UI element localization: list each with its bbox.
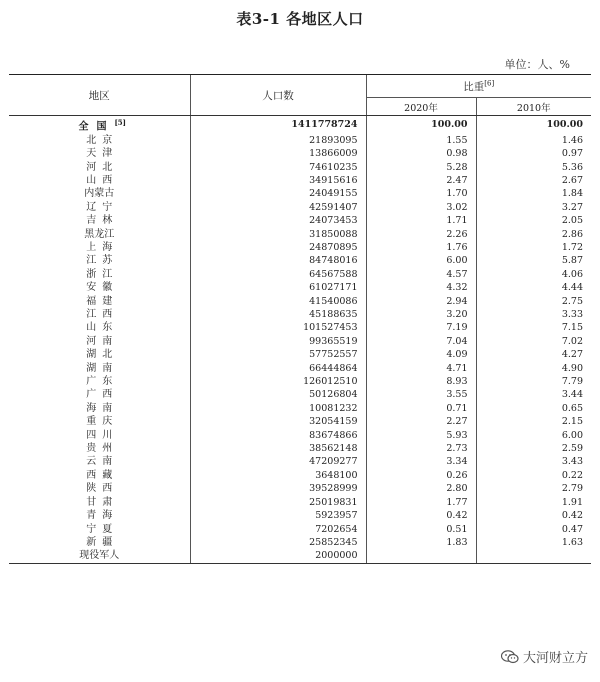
region-cell: 山东 <box>86 322 119 334</box>
table-row <box>9 241 591 254</box>
table-row <box>9 375 591 388</box>
ratio-2010-cell: 2.15 <box>476 415 591 428</box>
ratio-2020-cell: 0.71 <box>366 402 476 415</box>
ratio-2010-cell: 3.44 <box>476 388 591 401</box>
ratio-2020-cell: 7.04 <box>366 335 476 348</box>
table-row <box>9 469 591 482</box>
table-row <box>9 174 591 187</box>
region-cell: 江苏 <box>86 255 119 267</box>
ratio-2010-cell: 2.75 <box>476 295 591 308</box>
region-cell: 江西 <box>86 309 119 321</box>
population-table <box>9 74 591 564</box>
ratio-2020-cell: 2.26 <box>366 228 476 241</box>
ratio-2010-cell: 1.84 <box>476 187 591 200</box>
population-cell: 3648100 <box>190 469 366 482</box>
ratio-2020-cell: 4.57 <box>366 268 476 281</box>
ratio-2010-cell: 2.67 <box>476 174 591 187</box>
region-cell: 上海 <box>86 241 119 253</box>
header-population: 人口数 <box>190 75 366 116</box>
region-cell: 新疆 <box>86 536 119 548</box>
population-cell: 2000000 <box>190 549 366 563</box>
population-cell: 99365519 <box>190 335 366 348</box>
ratio-2010-cell: 4.44 <box>476 281 591 294</box>
ratio-2010-cell: 7.02 <box>476 335 591 348</box>
table-row <box>9 402 591 415</box>
table-row <box>9 281 591 294</box>
ratio-2010-cell: 7.79 <box>476 375 591 388</box>
population-cell: 66444864 <box>190 362 366 375</box>
table-body <box>9 116 591 564</box>
region-cell: 辽宁 <box>86 201 119 213</box>
population-cell: 38562148 <box>190 442 366 455</box>
region-cell: 重庆 <box>86 416 119 428</box>
ratio-2010-cell: 0.47 <box>476 523 591 536</box>
population-cell: 5923957 <box>190 509 366 522</box>
ratio-2010-cell: 2.86 <box>476 228 591 241</box>
population-cell: 61027171 <box>190 281 366 294</box>
ratio-2010-cell: 100.00 <box>476 116 591 134</box>
region-cell: 北京 <box>86 134 119 146</box>
ratio-2010-cell: 1.72 <box>476 241 591 254</box>
region-cell: 西藏 <box>86 469 119 481</box>
ratio-2020-cell: 1.76 <box>366 241 476 254</box>
header-region: 地区 <box>9 75 190 116</box>
table-row <box>9 429 591 442</box>
region-cell: 陕西 <box>86 483 119 495</box>
ratio-2010-cell: 0.22 <box>476 469 591 482</box>
population-cell: 39528999 <box>190 482 366 495</box>
ratio-2020-cell: 0.51 <box>366 523 476 536</box>
ratio-2010-cell: 3.27 <box>476 201 591 214</box>
watermark <box>497 645 592 668</box>
table-row <box>9 161 591 174</box>
ratio-2010-cell: 4.06 <box>476 268 591 281</box>
population-cell: 41540086 <box>190 295 366 308</box>
region-cell: 安徽 <box>86 282 119 294</box>
ratio-2020-cell: 0.98 <box>366 147 476 160</box>
header-2010: 2010年 <box>476 98 591 116</box>
ratio-2020-cell: 4.32 <box>366 281 476 294</box>
watermark-text: 大河财立方 <box>522 651 588 666</box>
ratio-2010-cell: 4.27 <box>476 348 591 361</box>
ratio-2020-cell: 4.71 <box>366 362 476 375</box>
ratio-2020-cell: 3.55 <box>366 388 476 401</box>
ratio-2010-cell: 2.79 <box>476 482 591 495</box>
table-row <box>9 187 591 200</box>
table-row <box>9 321 591 334</box>
ratio-2020-cell: 3.20 <box>366 308 476 321</box>
region-cell: 甘肃 <box>86 496 119 508</box>
unit-label: 单位：人、% <box>504 58 570 71</box>
ratio-2020-cell: 0.26 <box>366 469 476 482</box>
region-cell: 云南 <box>86 456 119 468</box>
table-row <box>9 536 591 549</box>
table-row <box>9 523 591 536</box>
table-row <box>9 214 591 227</box>
ratio-2020-cell: 6.00 <box>366 254 476 267</box>
ratio-2020-cell: 2.94 <box>366 295 476 308</box>
ratio-2010-cell: 1.91 <box>476 496 591 509</box>
header-ratio: 比重[6] <box>366 75 591 98</box>
ratio-2020-cell: 2.27 <box>366 415 476 428</box>
table-row <box>9 134 591 147</box>
table-row <box>9 415 591 428</box>
ratio-2020-cell: 100.00 <box>366 116 476 134</box>
population-cell: 42591407 <box>190 201 366 214</box>
ratio-2020-cell: 2.73 <box>366 442 476 455</box>
region-cell: 河南 <box>86 335 119 347</box>
population-cell: 126012510 <box>190 375 366 388</box>
ratio-2020-cell: 4.09 <box>366 348 476 361</box>
population-cell: 25019831 <box>190 496 366 509</box>
ratio-2010-cell: 1.46 <box>476 134 591 147</box>
region-cell: 四川 <box>86 429 119 441</box>
population-cell: 83674866 <box>190 429 366 442</box>
population-cell: 24049155 <box>190 187 366 200</box>
table-row <box>9 348 591 361</box>
ratio-2020-cell: 1.83 <box>366 536 476 549</box>
ratio-2020-cell: 1.55 <box>366 134 476 147</box>
table-row <box>9 362 591 375</box>
population-cell: 74610235 <box>190 161 366 174</box>
ratio-2020-cell <box>366 549 476 563</box>
population-cell: 47209277 <box>190 455 366 468</box>
population-cell: 84748016 <box>190 254 366 267</box>
population-cell: 1411778724 <box>190 116 366 134</box>
table-title: 表3-1 各地区人口 <box>236 10 364 28</box>
population-cell: 24870895 <box>190 241 366 254</box>
ratio-2020-cell: 3.34 <box>366 455 476 468</box>
ratio-2020-cell: 2.47 <box>366 174 476 187</box>
ratio-2010-cell: 0.42 <box>476 509 591 522</box>
ratio-2020-cell: 0.42 <box>366 509 476 522</box>
ratio-2020-cell: 1.71 <box>366 214 476 227</box>
ratio-2020-cell: 2.80 <box>366 482 476 495</box>
region-cell: 黑龙江 <box>84 228 115 240</box>
population-cell: 32054159 <box>190 415 366 428</box>
ratio-2010-cell: 6.00 <box>476 429 591 442</box>
population-cell: 64567588 <box>190 268 366 281</box>
population-cell: 10081232 <box>190 402 366 415</box>
region-cell: 贵州 <box>86 443 119 455</box>
ratio-2010-cell: 0.97 <box>476 147 591 160</box>
ratio-2020-cell: 5.93 <box>366 429 476 442</box>
region-cell: 浙江 <box>86 268 119 280</box>
population-cell: 13866009 <box>190 147 366 160</box>
header-2020: 2020年 <box>366 98 476 116</box>
table-row <box>9 295 591 308</box>
table-row <box>9 388 591 401</box>
ratio-2010-cell: 1.63 <box>476 536 591 549</box>
ratio-2010-cell: 4.90 <box>476 362 591 375</box>
population-cell: 101527453 <box>190 321 366 334</box>
table-row <box>9 496 591 509</box>
region-cell: 青海 <box>86 510 119 522</box>
ratio-2020-cell: 8.93 <box>366 375 476 388</box>
population-cell: 7202654 <box>190 523 366 536</box>
region-cell: 广西 <box>86 389 119 401</box>
ratio-2020-cell: 7.19 <box>366 321 476 334</box>
table-row <box>9 455 591 468</box>
ratio-2010-cell: 3.33 <box>476 308 591 321</box>
region-cell: 吉林 <box>86 215 119 227</box>
table-row <box>9 335 591 348</box>
region-cell: 天津 <box>86 148 119 160</box>
region-cell: 山西 <box>86 174 119 186</box>
population-cell: 45188635 <box>190 308 366 321</box>
region-cell: 内蒙古 <box>84 188 115 200</box>
region-cell: 湖南 <box>86 362 119 374</box>
population-cell: 21893095 <box>190 134 366 147</box>
population-cell: 25852345 <box>190 536 366 549</box>
ratio-2020-cell: 5.28 <box>366 161 476 174</box>
table-row <box>9 268 591 281</box>
population-cell: 24073453 <box>190 214 366 227</box>
ratio-2010-cell: 2.05 <box>476 214 591 227</box>
table-row <box>9 201 591 214</box>
ratio-2010-cell: 3.43 <box>476 455 591 468</box>
ratio-2010-cell: 0.65 <box>476 402 591 415</box>
ratio-2010-cell <box>476 549 591 563</box>
region-cell: 现役军人 <box>9 549 190 563</box>
ratio-2010-cell: 7.15 <box>476 321 591 334</box>
ratio-2010-cell: 2.59 <box>476 442 591 455</box>
population-cell: 57752557 <box>190 348 366 361</box>
table-row <box>9 482 591 495</box>
table-row <box>9 549 591 563</box>
ratio-2010-cell: 5.36 <box>476 161 591 174</box>
region-cell: 福建 <box>86 295 119 307</box>
region-cell: 全国[5] <box>78 118 126 133</box>
table-row-total <box>9 116 591 134</box>
table-row <box>9 254 591 267</box>
table-row <box>9 228 591 241</box>
population-cell: 31850088 <box>190 228 366 241</box>
region-cell: 湖北 <box>86 349 119 361</box>
table-row <box>9 442 591 455</box>
population-cell: 34915616 <box>190 174 366 187</box>
region-cell: 宁夏 <box>86 523 119 535</box>
ratio-2020-cell: 1.70 <box>366 187 476 200</box>
ratio-2020-cell: 1.77 <box>366 496 476 509</box>
region-cell: 河北 <box>86 161 119 173</box>
region-cell: 海南 <box>86 402 119 414</box>
table-row <box>9 147 591 160</box>
ratio-2020-cell: 3.02 <box>366 201 476 214</box>
ratio-2010-cell: 5.87 <box>476 254 591 267</box>
table-row <box>9 308 591 321</box>
region-cell: 广东 <box>86 376 119 388</box>
wechat-icon <box>501 650 519 664</box>
population-cell: 50126804 <box>190 388 366 401</box>
table-row <box>9 509 591 522</box>
